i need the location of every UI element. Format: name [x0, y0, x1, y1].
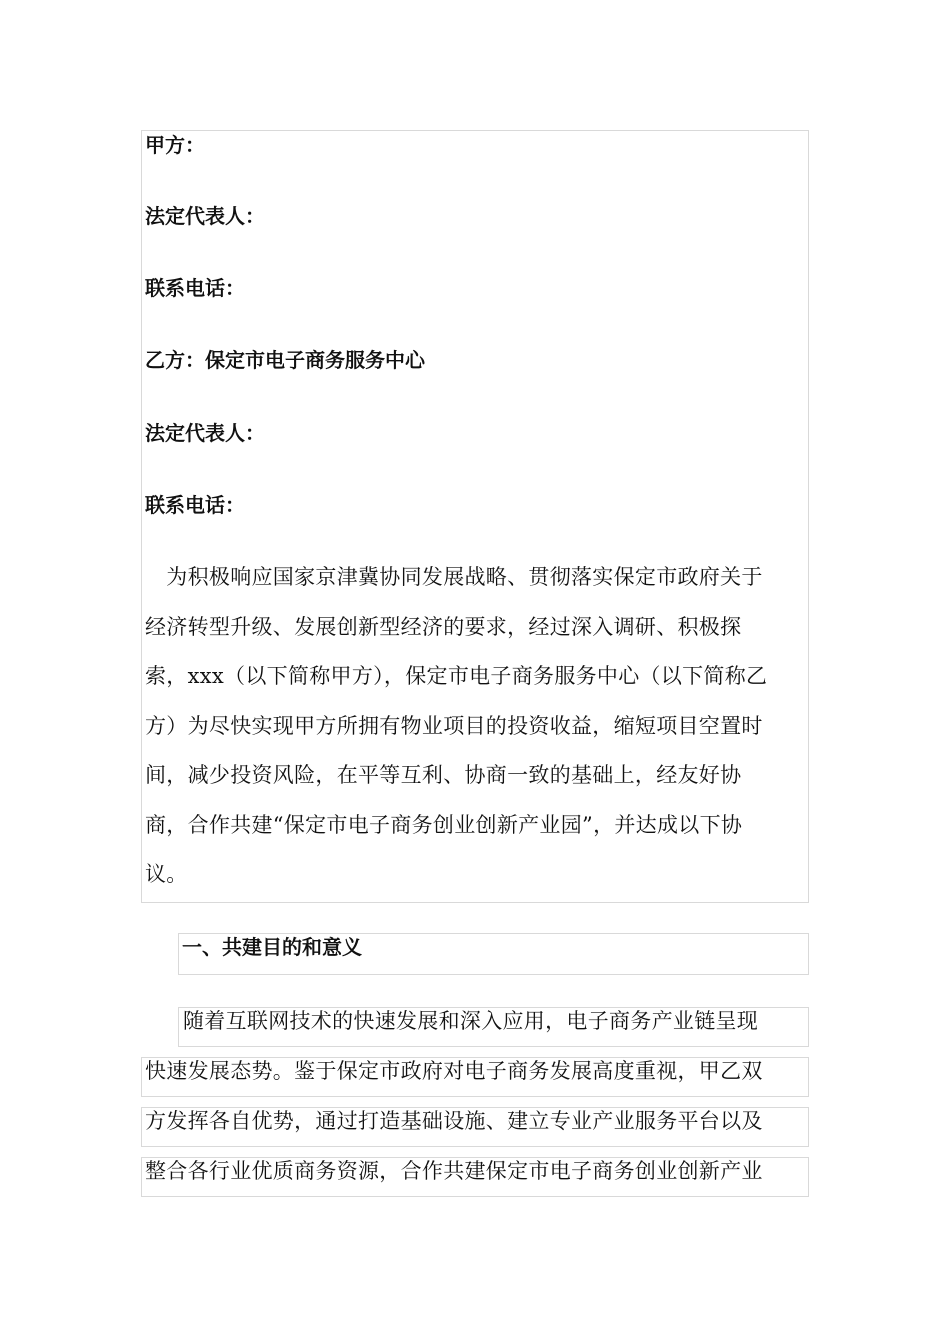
- party-b-phone-label: 联系电话：: [145, 493, 245, 517]
- party-b-label: 乙方：保定市电子商务服务中心: [145, 348, 425, 372]
- intro-line: 商，合作共建“保定市电子商务创业创新产业园”，并达成以下协: [145, 813, 743, 837]
- party-a-label: 甲方：: [145, 133, 205, 157]
- intro-line: 间，减少投资风险，在平等互利、协商一致的基础上，经友好协: [145, 763, 742, 787]
- section-body-line: 整合各行业优质商务资源，合作共建保定市电子商务创业创新产业: [145, 1159, 763, 1183]
- party-b-representative-label: 法定代表人：: [145, 421, 265, 445]
- intro-line: 方）为尽快实现甲方所拥有物业项目的投资收益，缩短项目空置时: [145, 714, 763, 738]
- section-body-line: 随着互联网技术的快速发展和深入应用，电子商务产业链呈现: [183, 1009, 759, 1033]
- section-heading: 一、共建目的和意义: [182, 935, 362, 959]
- section-body-line: 方发挥各自优势，通过打造基础设施、建立专业产业服务平台以及: [145, 1109, 763, 1133]
- section-body-line: 快速发展态势。鉴于保定市政府对电子商务发展高度重视，甲乙双: [145, 1059, 763, 1083]
- party-a-representative-label: 法定代表人：: [145, 204, 265, 228]
- party-a-phone-label: 联系电话：: [145, 276, 245, 300]
- intro-line: 为积极响应国家京津冀协同发展战略、贯彻落实保定市政府关于: [145, 565, 763, 589]
- intro-line: 索，xxx（以下简称甲方），保定市电子商务服务中心（以下简称乙: [145, 664, 768, 688]
- intro-line: 经济转型升级、发展创新型经济的要求，经过深入调研、积极探: [145, 615, 742, 639]
- intro-line: 议。: [145, 862, 188, 886]
